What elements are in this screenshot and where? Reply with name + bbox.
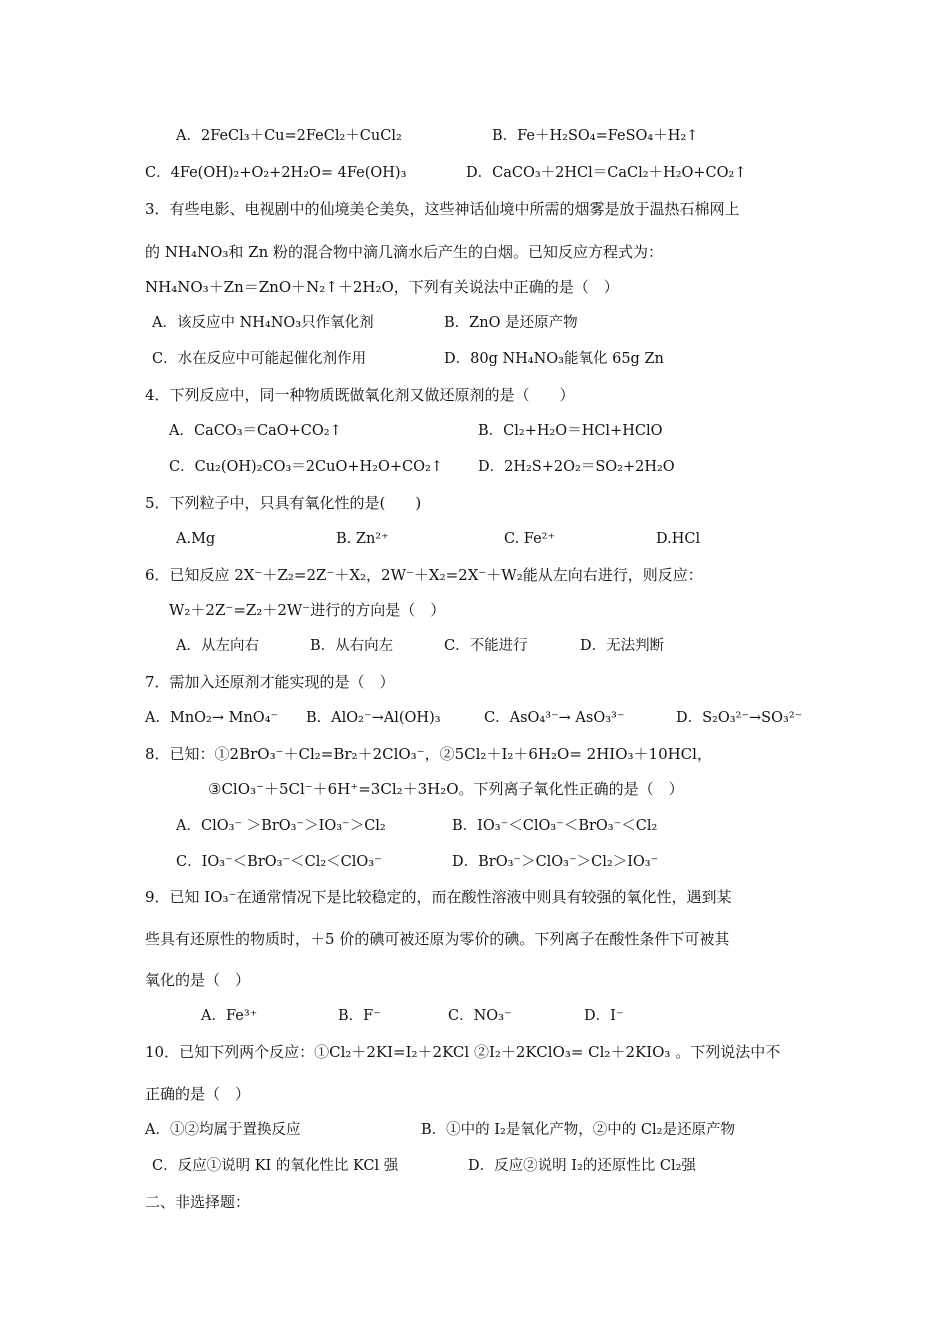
q6-option-b: B．从右向左 bbox=[310, 638, 394, 654]
q5-option-b: B. Zn²⁺ bbox=[336, 531, 389, 547]
q9-option-c: C．NO₃⁻ bbox=[448, 1008, 512, 1024]
q10-option-b: B．①中的 I₂是氧化产物，②中的 Cl₂是还原产物 bbox=[421, 1122, 735, 1138]
q2-option-c: C．4Fe(OH)₂+O₂+2H₂O= 4Fe(OH)₃ bbox=[145, 165, 407, 181]
q9-option-a: A．Fe³⁺ bbox=[201, 1008, 258, 1024]
q3-option-b: B．ZnO 是还原产物 bbox=[444, 315, 578, 331]
q8-stem-line1: 8．已知：①2BrO₃⁻＋Cl₂=Br₂＋2ClO₃⁻，②5Cl₂＋I₂＋6H₂O= 2HIO₃＋10HCl， bbox=[145, 745, 712, 763]
q5-option-d: D.HCl bbox=[656, 531, 701, 547]
q3-stem-line1: 3．有些电影、电视剧中的仙境美仑美奂，这些神话仙境中所需的烟雾是放于温热石棉网上 bbox=[145, 200, 740, 218]
q2-option-b: B．Fe＋H₂SO₄=FeSO₄＋H₂↑ bbox=[492, 128, 699, 144]
q3-stem-line3: NH₄NO₃＋Zn＝ZnO＋N₂↑＋2H₂O，下列有关说法中正确的是（ ） bbox=[145, 278, 619, 296]
q10-stem-line1: 10．已知下列两个反应：①Cl₂＋2KI=I₂＋2KCl ②I₂＋2KClO₃= Cl₂＋2KIO₃ 。下列说法中不 bbox=[145, 1043, 781, 1061]
q10-option-c: C．反应①说明 KI 的氧化性比 KCl 强 bbox=[152, 1158, 399, 1174]
q4-stem: 4．下列反应中，同一种物质既做氧化剂又做还原剂的是（ ） bbox=[145, 386, 575, 404]
q9-option-b: B．F⁻ bbox=[338, 1008, 381, 1024]
q4-option-b: B．Cl₂+H₂O＝HCl+HClO bbox=[478, 423, 663, 439]
q8-option-b: B．IO₃⁻＜ClO₃⁻＜BrO₃⁻＜Cl₂ bbox=[452, 818, 658, 834]
q10-option-a: A．①②均属于置换反应 bbox=[145, 1122, 301, 1138]
q6-option-d: D．无法判断 bbox=[580, 638, 665, 654]
q7-option-b: B．AlO₂⁻→Al(OH)₃ bbox=[306, 710, 441, 726]
q4-option-d: D．2H₂S+2O₂＝SO₂+2H₂O bbox=[478, 459, 675, 475]
q7-option-c: C．AsO₄³⁻→ AsO₃³⁻ bbox=[484, 710, 625, 726]
q7-stem: 7．需加入还原剂才能实现的是（ ） bbox=[145, 673, 395, 691]
q2-option-a: A．2FeCl₃＋Cu=2FeCl₂＋CuCl₂ bbox=[176, 128, 402, 144]
q8-option-d: D．BrO₃⁻＞ClO₃⁻＞Cl₂＞IO₃⁻ bbox=[452, 854, 659, 870]
q4-option-c: C．Cu₂(OH)₂CO₃＝2CuO+H₂O+CO₂↑ bbox=[169, 459, 443, 475]
q5-option-a: A.Mg bbox=[176, 531, 216, 547]
q6-option-a: A．从左向右 bbox=[176, 638, 259, 654]
q2-option-d: D．CaCO₃＋2HCl＝CaCl₂＋H₂O+CO₂↑ bbox=[466, 165, 747, 181]
q3-option-a: A．该反应中 NH₄NO₃只作氧化剂 bbox=[152, 315, 374, 331]
q3-option-c: C．水在反应中可能起催化剂作用 bbox=[152, 351, 367, 367]
q7-option-d: D．S₂O₃²⁻→SO₃²⁻ bbox=[676, 710, 803, 726]
q5-stem: 5．下列粒子中，只具有氧化性的是( ) bbox=[145, 494, 422, 512]
q8-option-a: A．ClO₃⁻ ＞BrO₃⁻＞IO₃⁻＞Cl₂ bbox=[176, 818, 386, 834]
q3-option-d: D．80g NH₄NO₃能氧化 65g Zn bbox=[444, 351, 664, 367]
q9-stem-line1: 9．已知 IO₃⁻在通常情况下是比较稳定的，而在酸性溶液中则具有较强的氧化性，遇到某 bbox=[145, 888, 732, 906]
q7-option-a: A．MnO₂→ MnO₄⁻ bbox=[145, 710, 279, 726]
q9-stem-line3: 氧化的是（ ） bbox=[145, 971, 251, 989]
q9-option-d: D．I⁻ bbox=[584, 1008, 624, 1024]
q9-stem-line2: 些具有还原性的物质时，＋5 价的碘可被还原为零价的碘。下列离子在酸性条件下可被其 bbox=[145, 930, 730, 948]
q8-option-c: C．IO₃⁻＜BrO₃⁻＜Cl₂＜ClO₃⁻ bbox=[176, 854, 382, 870]
q4-option-a: A．CaCO₃＝CaO+CO₂↑ bbox=[169, 423, 342, 439]
section-heading-nonchoice: 二、非选择题： bbox=[145, 1193, 251, 1211]
q6-stem-line1: 6．已知反应 2X⁻＋Z₂=2Z⁻＋X₂，2W⁻＋X₂=2X⁻＋W₂能从左向右进行，则反应： bbox=[145, 566, 703, 584]
q3-stem-line2: 的 NH₄NO₃和 Zn 粉的混合物中滴几滴水后产生的白烟。已知反应方程式为： bbox=[145, 243, 664, 261]
q5-option-c: C. Fe²⁺ bbox=[504, 531, 556, 547]
q6-stem-line2: W₂＋2Z⁻=Z₂＋2W⁻进行的方向是（ ） bbox=[169, 601, 446, 619]
q10-option-d: D．反应②说明 I₂的还原性比 Cl₂强 bbox=[468, 1158, 696, 1174]
q6-option-c: C．不能进行 bbox=[444, 638, 528, 654]
q10-stem-line2: 正确的是（ ） bbox=[145, 1085, 251, 1103]
q8-stem-line2: ③ClO₃⁻＋5Cl⁻＋6H⁺=3Cl₂＋3H₂O。下列离子氧化性正确的是（ ） bbox=[208, 780, 684, 798]
